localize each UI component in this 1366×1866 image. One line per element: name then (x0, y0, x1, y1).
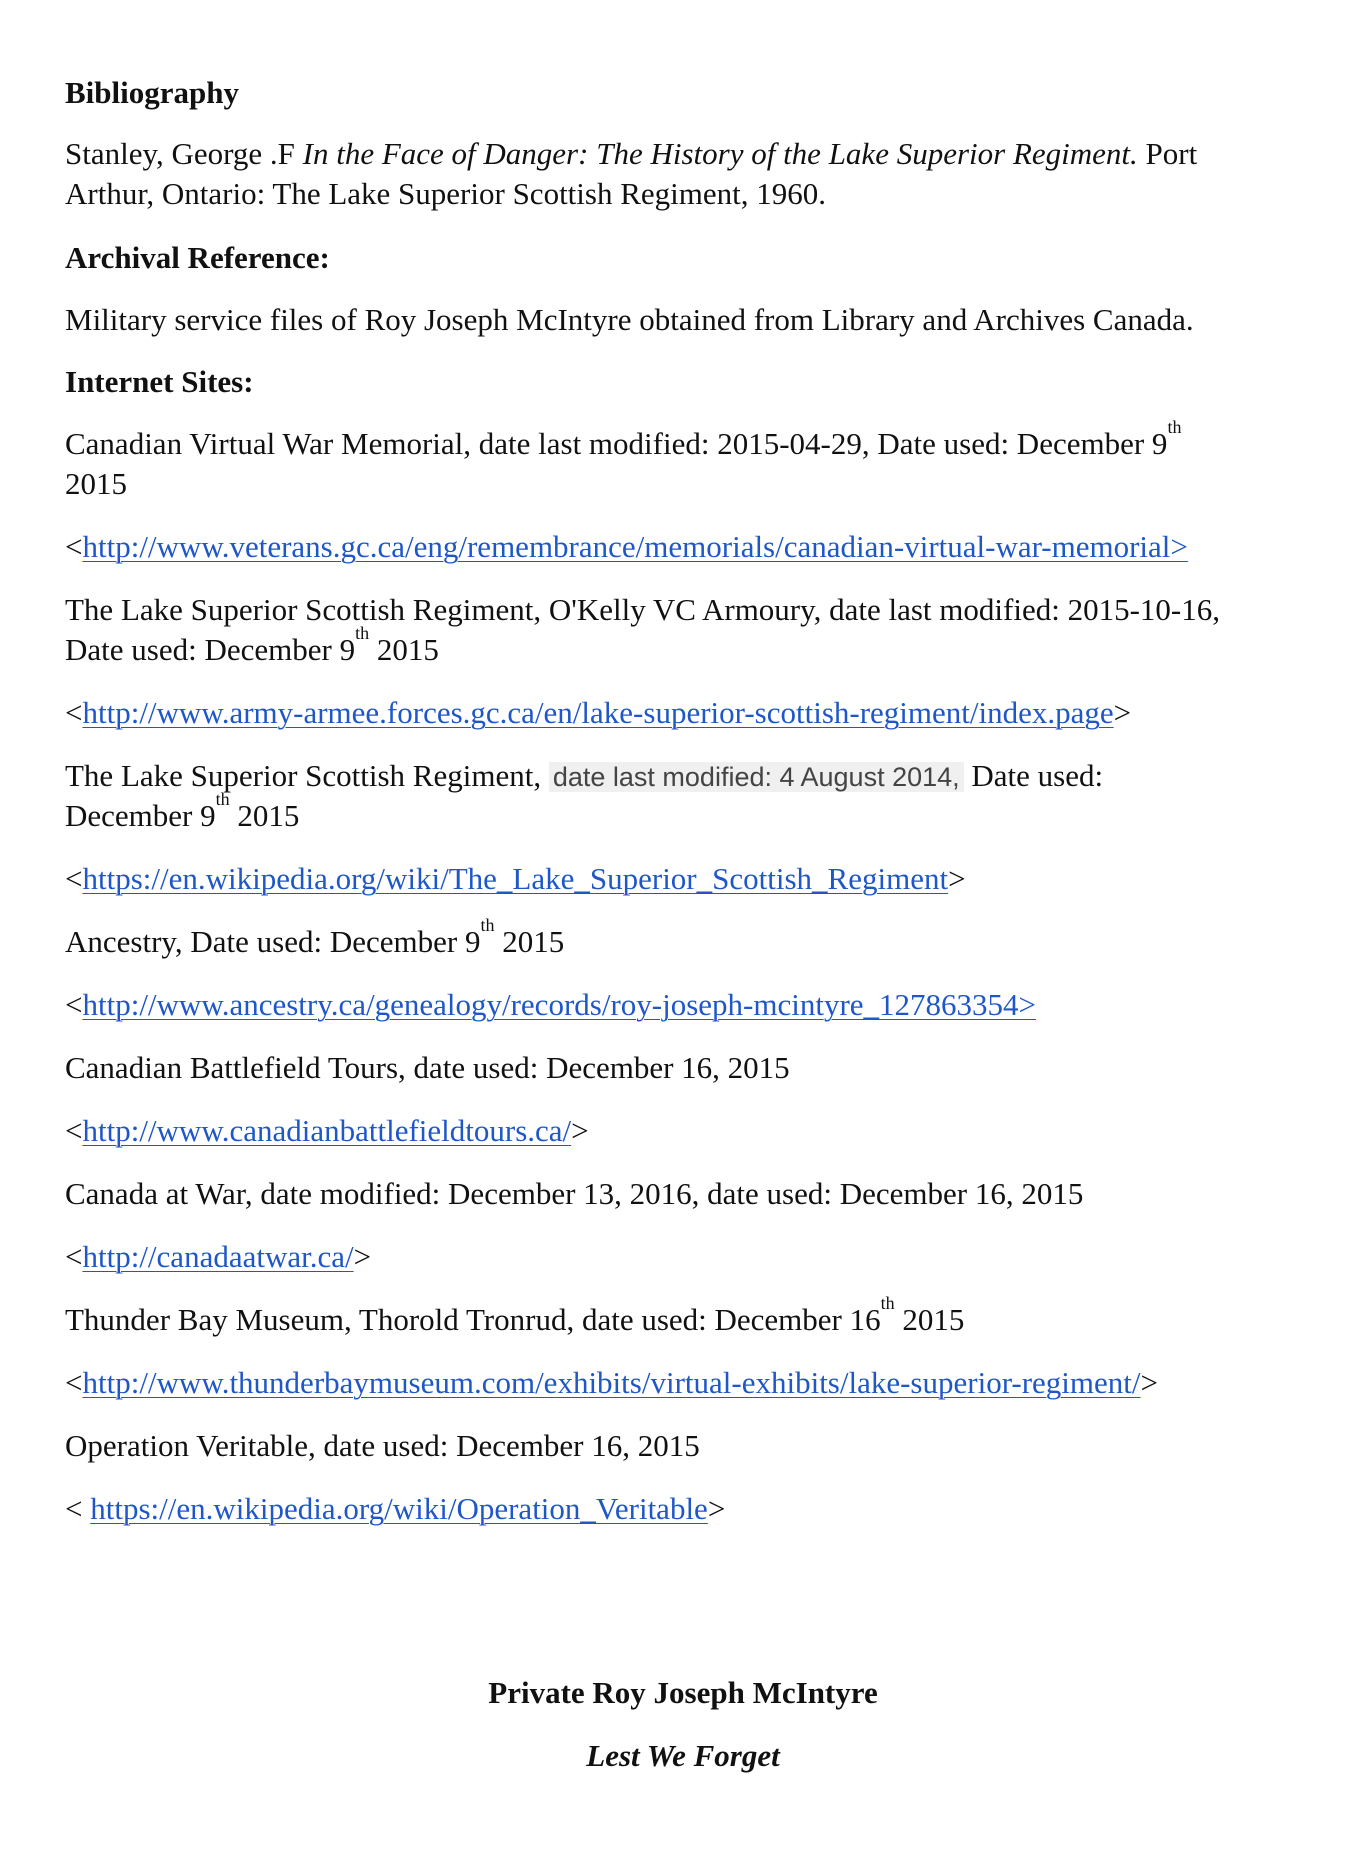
url-open-bracket: < (65, 1239, 83, 1274)
url-open-bracket: < (65, 987, 83, 1022)
entry-subtitle: The History of the Lake Superior Regiment. (596, 136, 1138, 171)
site-entry-label: The Lake Superior Scottish Regiment, (65, 758, 542, 793)
site-entry-text (65, 1293, 965, 1340)
url-open-bracket: < (65, 529, 83, 564)
site-link[interactable]: http://www.thunderbaymuseum.com/exhibits/virtual-exhibits/lake-superior-regiment/ (82, 1365, 1141, 1400)
site-link[interactable]: http://www.veterans.gc.ca/eng/remembrance/memorials/canadian-virtual-war-memorial> (82, 529, 1188, 564)
site-entry-url-line (65, 693, 1131, 733)
ordinal-suffix: th (215, 789, 230, 809)
site-entry-text (65, 789, 300, 836)
site-entry-text: The Lake Superior Scottish Regiment, O'Kelly VC Armoury, date last modified: 2015-10-16, (65, 592, 1220, 627)
url-open-bracket: < (65, 1113, 83, 1148)
url-close-bracket: > (1113, 695, 1132, 730)
site-entry-text: Canada at War, date modified: December 13, 2016, date used: December 16, 2015 (65, 1176, 1084, 1211)
site-entry-label: 2015 (369, 632, 439, 667)
site-entry-url-line (65, 859, 966, 899)
bibliography-entry-line1 (65, 134, 1197, 174)
url-close-bracket: > (948, 861, 966, 896)
site-entry-url-line (65, 1111, 589, 1151)
entry-author: Stanley, George .F (65, 136, 303, 171)
site-entry-text: Operation Veritable, date used: December 16, 2015 (65, 1428, 700, 1463)
site-link[interactable]: https://en.wikipedia.org/wiki/Operation_Veritable (90, 1491, 708, 1526)
ordinal-suffix: th (880, 1293, 895, 1313)
site-entry-url-line (65, 1237, 371, 1277)
site-entry-label: Date used: December 9 (65, 632, 356, 667)
site-entry-url-line (65, 527, 1188, 567)
site-link[interactable]: http://www.canadianbattlefieldtours.ca/ (82, 1113, 572, 1148)
site-entry-text (65, 915, 565, 962)
site-entry-text (65, 623, 439, 670)
site-entry-text: Canadian Battlefield Tours, date used: December 16, 2015 (65, 1050, 790, 1085)
entry-rest: Port (1137, 136, 1198, 171)
site-link[interactable]: https://en.wikipedia.org/wiki/The_Lake_Superior_Scottish_Regiment (82, 861, 949, 896)
site-link[interactable]: http://canadaatwar.ca/ (82, 1239, 354, 1274)
url-close-bracket: > (571, 1113, 589, 1148)
site-entry-label: 2015 (229, 798, 300, 833)
site-entry-text (65, 417, 1182, 464)
bibliography-heading: Bibliography (65, 75, 239, 110)
site-entry-label: 2015 (494, 924, 565, 959)
site-entry-label: December 9 (65, 798, 216, 833)
site-link[interactable]: http://www.ancestry.ca/genealogy/records/roy-joseph-mcintyre_127863354> (82, 987, 1037, 1022)
site-entry-text: 2015 (65, 466, 127, 501)
entry-title: In the Face of Danger (302, 136, 579, 171)
site-entry-url-line (65, 1489, 725, 1529)
site-entry-url-line (65, 985, 1036, 1025)
site-entry-label: 2015 (894, 1302, 965, 1337)
url-open-bracket: < (65, 695, 83, 730)
archival-heading: Archival Reference: (65, 240, 330, 275)
site-entry-label: Canadian Virtual War Memorial, date last modified: 2015-04-29, Date used: December 9 (65, 426, 1168, 461)
highlighted-date-text: date last modified: 4 August 2014, (549, 762, 964, 792)
bibliography-entry-line2: Arthur, Ontario: The Lake Superior Scottish Regiment, 1960. (65, 176, 826, 211)
site-entry-label: Date used: (963, 758, 1104, 793)
internet-sites-heading: Internet Sites: (65, 364, 254, 399)
site-entry-url-line (65, 1363, 1158, 1403)
url-open-bracket: < (65, 1365, 83, 1400)
site-entry-label: Ancestry, Date used: December 9 (65, 924, 481, 959)
ordinal-suffix: th (480, 915, 495, 935)
archival-text: Military service files of Roy Joseph McIntyre obtained from Library and Archives Canada. (65, 302, 1194, 337)
url-open-bracket: < (65, 1491, 91, 1526)
entry-colon: : (578, 136, 597, 171)
site-entry-label: Thunder Bay Museum, Thorold Tronrud, date used: December 16 (65, 1302, 881, 1337)
url-close-bracket: > (707, 1491, 726, 1526)
closing-name: Private Roy Joseph McIntyre (488, 1675, 878, 1710)
site-link[interactable]: http://www.army-armee.forces.gc.ca/en/lake-superior-scottish-regiment/index.page (82, 695, 1114, 730)
url-open-bracket: < (65, 861, 83, 896)
ordinal-suffix: th (355, 623, 370, 643)
ordinal-suffix: th (1167, 417, 1182, 437)
url-close-bracket: > (1140, 1365, 1158, 1400)
url-close-bracket: > (353, 1239, 372, 1274)
closing-motto: Lest We Forget (586, 1738, 780, 1773)
